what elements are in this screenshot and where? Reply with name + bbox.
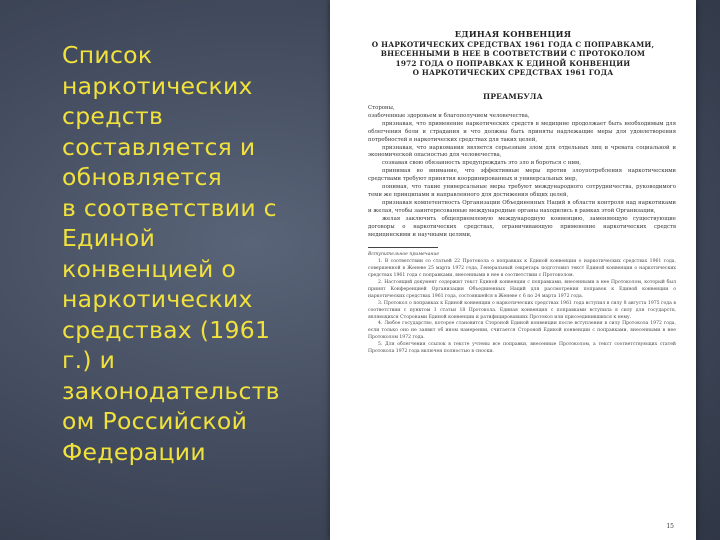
document-paragraph: принимая во внимание, что эффективные меры против злоупотребления наркотическими средствами требуют принятия координированных и универсальных мер,	[368, 168, 676, 183]
document-paragraph: Стороны,	[368, 105, 395, 111]
slide-text-line: обновляется	[62, 163, 223, 191]
slide-text-line: конвенцией о	[62, 254, 237, 283]
document-paragraph: признавая, что применение наркотических средств в медицине продолжает быть необходимым для облегчения боли и страдания и что должны быть приняты надлежащие меры для удовлетворения потребностей в наркотических средствах для таких целей,	[368, 120, 676, 143]
slide-text-line: составляется и	[62, 132, 256, 161]
slide-text-line: в соответствии с	[62, 193, 277, 222]
document-paragraph: понимая, что такие универсальные меры требуют международного сотрудничества, руководимого теми же принципами и направленного для достижения общих целей,	[368, 184, 676, 198]
slide-text-line: законодательств	[62, 376, 280, 405]
document-paragraph: признавая, что наркомания является серьезным злом для отдельных лиц и чревата социальной и экономической опасностью для человечества,	[368, 144, 676, 159]
slide-text-line: наркотических	[62, 71, 253, 100]
footnote-paragraph: 3. Протокол о поправках к Единой конвенции о наркотических средствах 1961 года вступил в силу 8 августа 1975 года в соответствии с пунктом 1 статьи 18 Протокола. Единая конвенция с поправками вступила в силу для государств, являющихся Сторонами Единой конвенции и ратифицировавших Протокол или присоединившихся к нему.	[368, 300, 676, 320]
slide-text-line: ом Российской	[62, 407, 248, 435]
document-heading-line: 1972 ГОДА О ПОПРАВКАХ К ЕДИНОЙ КОНВЕНЦИИ	[395, 58, 631, 68]
document-paragraph: озабоченные здоровьем и благополучием человечества,	[368, 112, 530, 119]
footnote-divider	[368, 247, 438, 248]
footnote-paragraph: 1. В соответствии со статьей 22 Протокола о поправках к Единой конвенции о наркотических средствах 1961 года, совершенной в Женеве 25 марта 1972 года, Генеральный секретарь подготовил текст Единой конвенции о наркотических средствах 1961 года с поправками, внесенными в нее в соответствии с Протоколом.	[368, 259, 676, 279]
document-paragraph: признавая компетентность Организации Объединенных Наций в области контроля над наркотиками и желая, чтобы заинтересованные международные органы находились в рамках этой Организации,	[368, 199, 676, 214]
slide-text	[62, 40, 324, 467]
document-title: ЕДИНАЯ КОНВЕНЦИЯ	[454, 29, 572, 39]
page-number: 15	[666, 523, 674, 530]
footnote-label: Вступительное примечание	[368, 252, 440, 258]
document-heading-line: О НАРКОТИЧЕСКИХ СРЕДСТВАХ 1961 ГОДА С ПОПРАВКАМИ,	[371, 39, 655, 49]
footnote-paragraph: 2. Настоящий документ содержит текст Единой конвенции с поправками, внесенными в нее Протоколом, который был принят Конференцией Организации Объединенных Наций для рассмотрения поправок к Единой конвенции о наркотических средствах 1961 года, состоявшейся в Женеве с 6 по 24 марта 1972 года.	[368, 280, 676, 299]
document-paragraph: желая заключить общеприемлемую международную конвенцию, заменяющую существующие договоры о наркотических средствах, ограничивающую применение наркотических средств медицинскими и научными целями,	[368, 215, 676, 238]
document-paragraph: сознавая свою обязанность предупреждать это зло и бороться с ним,	[382, 160, 581, 167]
slide-text-line: Список	[62, 41, 153, 69]
footnote-paragraph: 4. Любое государство, которое становится Стороной Единой конвенции после вступления в силу Протокола 1972 года, если только оно не заявит об ином намерении, считается Стороной Единой конвенции с поправками, внесенными в нее Протоколом 1972 года.	[368, 321, 676, 341]
footnote-paragraph: 5. Для облегчения ссылок в тексте учтены все поправки, внесенные Протоколом, а текст соответствующих статей Протокола 1972 года включен полностью в сноски.	[368, 342, 676, 355]
document-heading	[330, 40, 696, 78]
document-body	[330, 105, 696, 239]
slide-text-line: Единой	[62, 224, 156, 252]
preamble-label: ПРЕАМБУЛА	[483, 91, 543, 101]
footnotes	[330, 252, 696, 356]
slide-text-line: наркотических	[62, 285, 253, 313]
slide-text-line: Федерации	[62, 437, 206, 466]
slide-text-line: средств	[62, 102, 164, 130]
slide-text-line: средствах (1961	[62, 315, 271, 344]
document-heading-line: ВНЕСЕННЫМИ В НЕЕ В СООТВЕТСТВИИ С ПРОТОКОЛОМ	[380, 49, 646, 58]
document-heading-line: О НАРКОТИЧЕСКИХ СРЕДСТВАХ 1961 ГОДА	[412, 68, 614, 77]
slide-text-line: г.) и	[62, 346, 116, 374]
document-scan	[330, 0, 696, 540]
